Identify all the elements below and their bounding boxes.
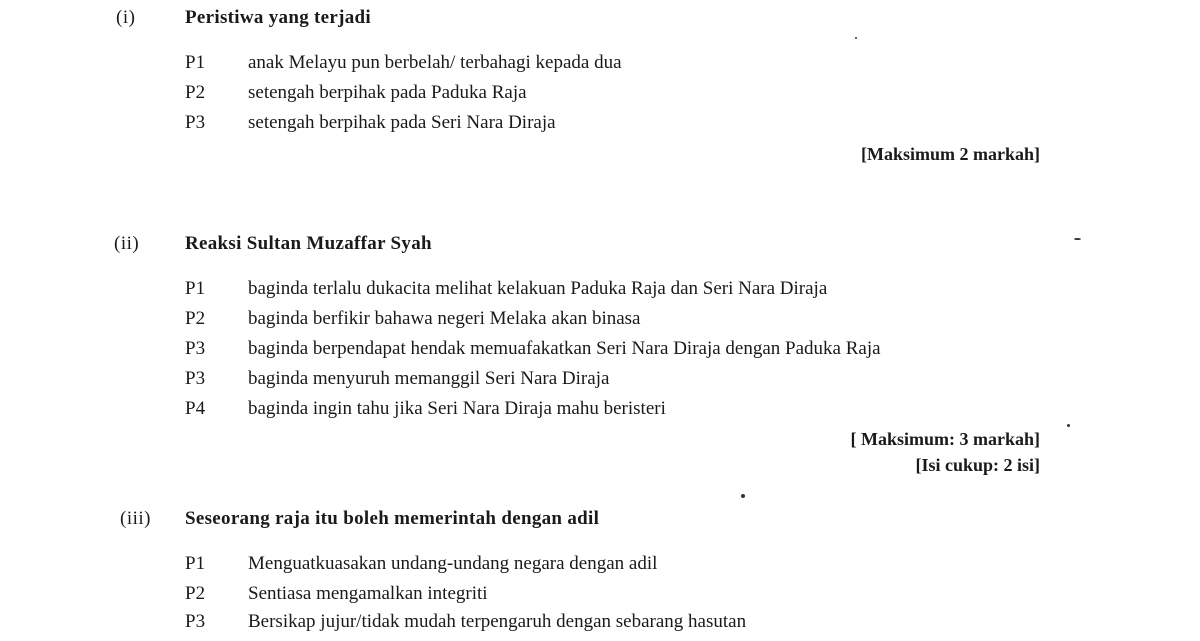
point-text: Sentiasa mengamalkan integriti — [248, 583, 488, 604]
point-text: Bersikap jujur/tidak mudah terpengaruh dengan sebarang hasutan — [248, 611, 747, 632]
point-text: baginda ingin tahu jika Seri Nara Diraja mahu beristeri — [248, 398, 666, 419]
point-text: baginda terlalu dukacita melihat kelakuan Paduka Raja dan Seri Nara Diraja — [248, 278, 828, 299]
list-item — [0, 368, 1200, 398]
section-number: (ii) — [114, 233, 140, 254]
point-code: P3 — [185, 368, 206, 389]
point-code: P2 — [185, 82, 206, 103]
scan-speck — [1074, 238, 1081, 240]
section-title: Peristiwa yang terjadi — [185, 7, 372, 28]
list-item — [0, 52, 1200, 82]
scan-speck — [741, 494, 745, 498]
section-number: (iii) — [120, 508, 151, 529]
point-code: P3 — [185, 338, 206, 359]
point-text: setengah berpihak pada Seri Nara Diraja — [248, 112, 556, 133]
list-item — [0, 112, 1200, 142]
section-title: Reaksi Sultan Muzaffar Syah — [185, 233, 432, 254]
list-item — [0, 278, 1200, 308]
list-item — [0, 398, 1200, 428]
section-title: Seseorang raja itu boleh memerintah dengan adil — [185, 508, 600, 529]
point-text: setengah berpihak pada Paduka Raja — [248, 82, 527, 103]
section-number: (i) — [116, 7, 136, 28]
point-code: P1 — [185, 553, 206, 574]
point-text: anak Melayu pun berbelah/ terbahagi kepada dua — [248, 52, 622, 73]
point-code: P1 — [185, 278, 206, 299]
list-item — [0, 553, 1200, 583]
point-text: Menguatkuasakan undang-undang negara dengan adil — [248, 553, 658, 574]
list-item — [0, 583, 1200, 613]
point-text: baginda berpendapat hendak memuafakatkan Seri Nara Diraja dengan Paduka Raja — [248, 338, 881, 359]
point-code: P2 — [185, 308, 206, 329]
point-code: P3 — [185, 112, 206, 133]
point-code: P1 — [185, 52, 206, 73]
point-code: P4 — [185, 398, 206, 419]
list-item — [0, 611, 1200, 641]
list-item — [0, 82, 1200, 112]
sufficient-points-note: [Isi cukup: 2 isi] — [915, 455, 1040, 475]
point-text: baginda menyuruh memanggil Seri Nara Diraja — [248, 368, 610, 389]
max-marks-note: [Maksimum 2 markah] — [861, 144, 1040, 164]
scan-speck — [1067, 424, 1070, 427]
list-item — [0, 338, 1200, 368]
point-code: P3 — [185, 611, 206, 632]
point-code: P2 — [185, 583, 206, 604]
list-item — [0, 308, 1200, 338]
point-text: baginda berfikir bahawa negeri Melaka akan binasa — [248, 308, 641, 329]
max-marks-note: [ Maksimum: 3 markah] — [850, 429, 1040, 449]
scan-speck — [855, 37, 857, 39]
